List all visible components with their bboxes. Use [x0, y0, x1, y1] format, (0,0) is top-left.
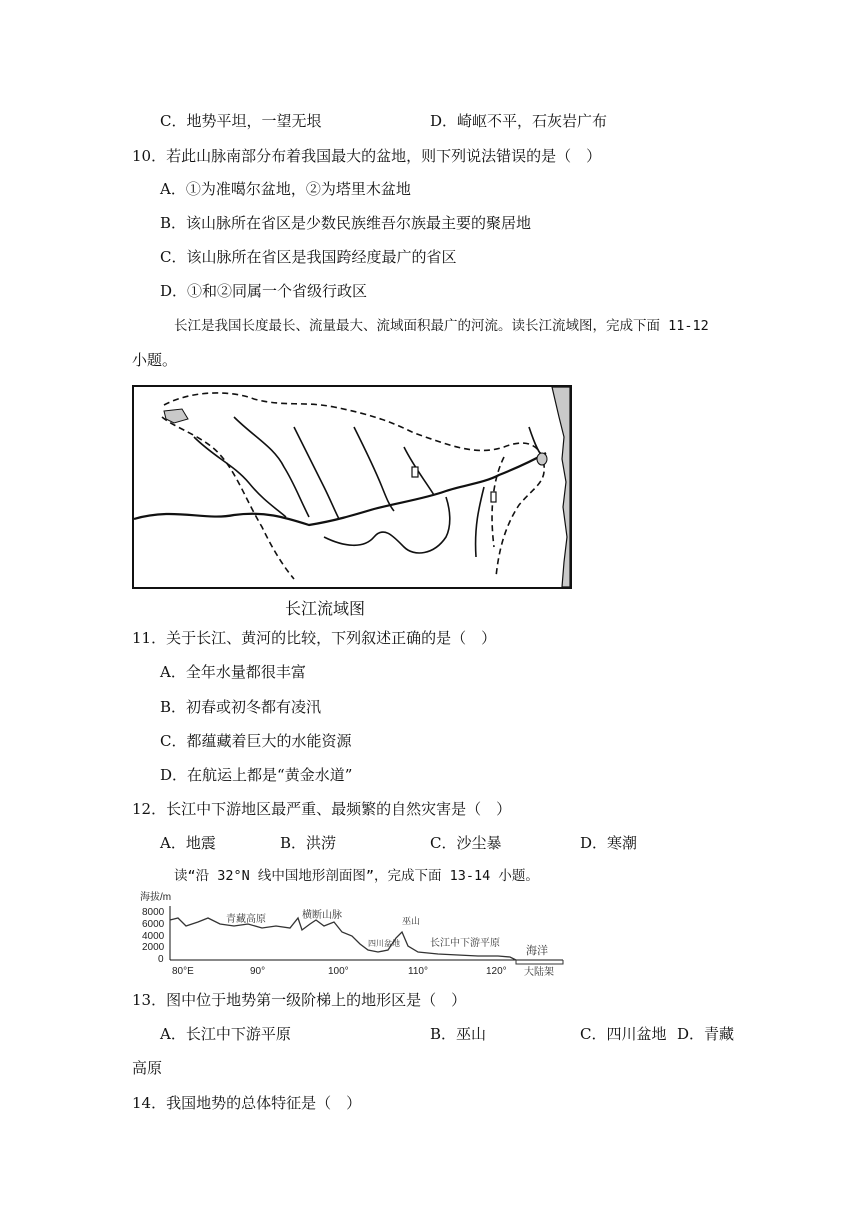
label-qinghai-tibet: 青藏高原	[226, 914, 266, 925]
q13-option-c: C．四川盆地	[580, 1025, 667, 1043]
label-wushan: 巫山	[402, 916, 421, 926]
x-tick: 100°	[328, 966, 349, 977]
q13-stem: 13．图中位于地势第一级阶梯上的地形区是（ ）	[132, 991, 467, 1009]
x-tick: 110°	[408, 966, 428, 977]
y-tick: 4000	[142, 931, 165, 942]
q13-option-d-continued: 高原	[132, 1059, 163, 1077]
q10-stem: 10．若此山脉南部分布着我国最大的盆地，则下列说法错误的是（ ）	[132, 147, 602, 165]
q10-option-c: C．该山脉所在省区是我国跨经度最广的省区	[160, 248, 457, 266]
label-ocean: 海洋	[526, 945, 548, 957]
q12-option-d: D．寒潮	[580, 834, 638, 852]
q12-option-a: A．地震	[160, 834, 216, 852]
yangtze-basin-map	[132, 385, 572, 589]
q11-option-c: C．都蕴藏着巨大的水能资源	[160, 732, 352, 750]
intro-13-14: 读“沿 32°N 线中国地形剖面图”，完成下面 13-14 小题。	[174, 868, 539, 884]
q12-option-c: C．沙尘暴	[430, 834, 502, 852]
y-tick: 2000	[142, 942, 165, 953]
label-shelf: 大陆架	[524, 967, 554, 978]
x-tick: 80°E	[172, 966, 194, 977]
q12-stem: 12．长江中下游地区最严重、最频繁的自然灾害是（ ）	[132, 800, 512, 818]
q13-option-a: A．长江中下游平原	[160, 1025, 291, 1043]
label-plain: 长江中下游平原	[430, 938, 500, 949]
q10-option-d: D．①和②同属一个省级行政区	[160, 282, 368, 300]
intro-11-12-line1: 长江是我国长度最长、流量最大、流域面积最广的河流。读长江流域图，完成下面 11-12	[174, 318, 709, 334]
map-caption: 长江流域图	[285, 601, 366, 618]
terrain-profile	[138, 888, 568, 978]
y-axis-label: 海拔/m	[140, 892, 172, 903]
q14-stem: 14．我国地势的总体特征是（ ）	[132, 1094, 362, 1112]
yangtze-map-drawing	[134, 387, 570, 587]
q11-option-a: A．全年水量都很丰富	[160, 663, 306, 681]
q13-option-b: B．巫山	[430, 1025, 487, 1043]
y-tick: 8000	[142, 907, 165, 918]
q12-option-b: B．洪涝	[280, 834, 337, 852]
y-tick: 0	[158, 954, 164, 965]
q10-option-b: B．该山脉所在省区是少数民族维吾尔族最主要的聚居地	[160, 214, 532, 232]
x-tick: 90°	[250, 966, 266, 977]
q9-option-c: C．地势平坦，一望无垠	[160, 112, 322, 130]
q11-stem: 11．关于长江、黄河的比较，下列叙述正确的是（ ）	[132, 629, 497, 647]
y-tick: 6000	[142, 919, 165, 930]
x-tick: 120°	[486, 966, 507, 977]
label-sichuan: 四川盆地	[368, 939, 400, 948]
q13-option-d: D．青藏	[677, 1025, 735, 1043]
q11-option-b: B．初春或初冬都有凌汛	[160, 698, 322, 716]
intro-11-12-line2: 小题。	[132, 351, 178, 369]
label-hengduan: 横断山脉	[302, 910, 342, 921]
q10-option-a: A．①为准噶尔盆地，②为塔里木盆地	[160, 180, 411, 198]
terrain-profile-drawing	[138, 888, 568, 978]
q9-option-d: D．崎岖不平，石灰岩广布	[430, 112, 608, 130]
q11-option-d: D．在航运上都是“黄金水道”	[160, 766, 353, 784]
